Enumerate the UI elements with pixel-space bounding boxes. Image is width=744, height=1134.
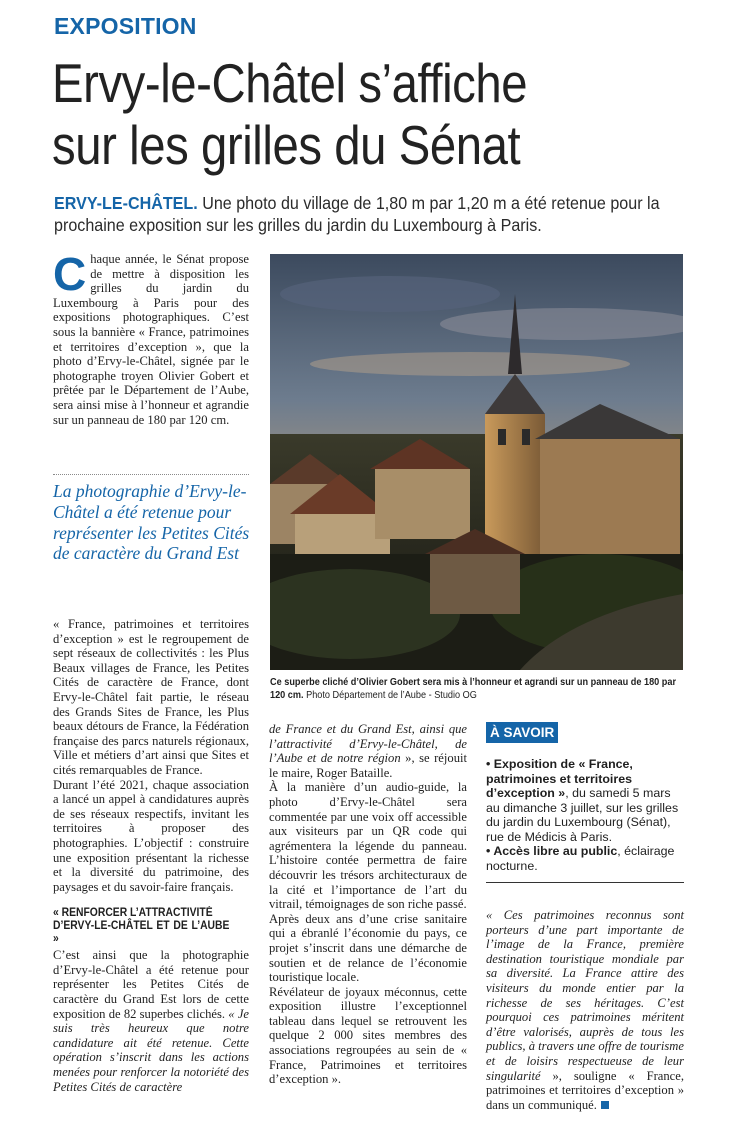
standfirst (54, 192, 680, 236)
box-divider (486, 882, 684, 883)
list-item (486, 757, 684, 844)
paragraph: « France, patrimoines et territoires d’exception » est le regroupement de sept réseaux de collectivités : les Plus Beaux villages de France, les Petites Cités de caractère de France, dont Ervy-le-Châtel fait partie, le réseau des Grands Sites de France, les Plus beaux détours de France, la Fédération française des parcs naturels régionaux, Ville et métiers d’art ainsi que Sites et cités remarquables de France. (53, 617, 249, 777)
paragraph: Après deux ans d’une crise sanitaire qui a ébranlé l’économie du pays, ce projet s’inscrit dans une démarche de soutien et de relance de l’économie touristique locale. (269, 911, 467, 985)
photo-credit: Photo Département de l’Aube - Studio OG (303, 690, 477, 701)
intro-paragraph: haque année, le Sénat propose de mettre à disposition les grilles du jardin du Luxembourg à Paris pour des expositions photographiques. C’est sous la bannière « France, patrimoines et territoires d’exception », que la photo d’Ervy-le-Châtel, signée par le photographe troyen Olivier Gobert et prêtée par le Département de l’Aube, sera ainsi mise à l’honneur et agrandie sur un panneau de 180 par 120 cm. (53, 252, 249, 427)
subheading-line-2: D’ERVY-LE-CHÂTEL ET DE L’AUBE » (53, 920, 230, 946)
standfirst-text: Une photo du village de 1,80 m par 1,20 m a été retenue pour la prochaine exposition sur les grilles du jardin du Luxembourg à Paris. (54, 193, 660, 235)
paragraph-text: », se réjouit le maire, Roger Bataille. (269, 751, 467, 780)
paragraph: Révélateur de joyaux méconnus, cette exposition illustre l’exceptionnel tableau dans lequel se retrouvent les quelque 2 000 sites membres des associations regroupées au sein de « France, Patrimoines et territoires d’exception ». (269, 984, 467, 1087)
list-item (486, 844, 684, 873)
headline-line-2: sur les grilles du Sénat (52, 114, 521, 176)
list-item-text: , du samedi 5 mars au dimanche 3 juillet, sur les grilles du jardin du Luxembourg (Sénat), rue de Médicis à Paris. (486, 786, 679, 844)
headline (52, 52, 637, 176)
column-2 (269, 722, 467, 1087)
a-savoir-list (486, 757, 684, 873)
list-item-bold: • Exposition de « France, patrimoines et territoires d’exception » (486, 757, 633, 800)
quote-text: de France et du Grand Est, ainsi que l’attractivité d’Ervy-le-Châtel, de l’Aube et de notre région (269, 722, 467, 766)
column-3-quote (486, 908, 684, 1112)
village-photo-illustration (270, 254, 683, 670)
pull-quote: La photographie d’Ervy-le-Châtel a été retenue pour représenter les Petites Cités de caractère du Grand Est (53, 481, 250, 564)
column-1-body (53, 617, 249, 1094)
photo-caption (270, 676, 684, 702)
end-square-icon (601, 1101, 609, 1109)
rubric-label: EXPOSITION (54, 13, 197, 39)
paragraph-text: C’est ainsi que la photographie d’Ervy-le-Châtel a été retenue pour représenter les Petites Cités de caractère du Grand Est lors de cette exposition de 82 superbes clichés. (53, 948, 249, 1021)
paragraph (486, 908, 684, 1112)
paragraph (269, 722, 467, 780)
quote-text: « Ces patrimoines reconnus sont porteurs d’une part importante de l’image de la France, première destination touristique mondiale par sa diversité. La France attire des visiteurs du monde entier par la richesse de ses héritages. C’est pourquoi ces patrimoines méritent d’être valorisés, auprès de tous les publics, à travers une offre de tourisme et de loisirs respectueuse de leur singularité (486, 908, 684, 1083)
dotted-separator (53, 474, 249, 475)
caption-text: Ce superbe cliché d’Olivier Gobert sera mis à l’honneur et agrandi sur un panneau de 180 par 120 cm. (270, 677, 677, 701)
paragraph: Durant l’été 2021, chaque association a lancé un appel à candidatures auprès de ses réseaux respectifs, invitant les territoires à proposer des photographies. L’objectif : construire une exposition présentant la richesse et la diversité du patrimoine, des paysages et du savoir-faire français. (53, 777, 249, 894)
a-savoir-badge: À SAVOIR (486, 722, 558, 743)
subheading-line-1: « RENFORCER L’ATTRACTIVITÉ (53, 907, 213, 920)
drop-cap: C (53, 248, 87, 300)
headline-line-1: Ervy-le-Châtel s’affiche (52, 52, 528, 114)
paragraph (53, 948, 249, 1094)
article-photo (270, 254, 683, 670)
subheading (53, 907, 229, 946)
standfirst-location: ERVY-LE-CHÂTEL. (54, 193, 198, 213)
paragraph-text: », souligne « France, patrimoines et territoires d’exception » dans un communiqué. (486, 1068, 684, 1112)
list-item-text: , éclairage nocturne. (486, 844, 675, 873)
column-1-intro (53, 248, 249, 427)
a-savoir-box (486, 722, 684, 873)
quote-text: « Je suis très heureux que notre candidature ait été retenue. Cette opération s’inscrit dans les actions menées pour renforcer la notoriété des Petites Cités de caractère (53, 1006, 250, 1094)
paragraph: À la manière d’un audio-guide, la photo d’Ervy-le-Châtel sera commentée par une voix off accessible aux visiteurs par un QR code qui agrémentera la légende du panneau. L’histoire contée permettra de faire découvrir les trésors architecturaux de la cité et l’importance de l’art du vitrail, témoignages de son riche passé. (269, 780, 467, 912)
list-item-bold: • Accès libre au public (486, 844, 618, 858)
